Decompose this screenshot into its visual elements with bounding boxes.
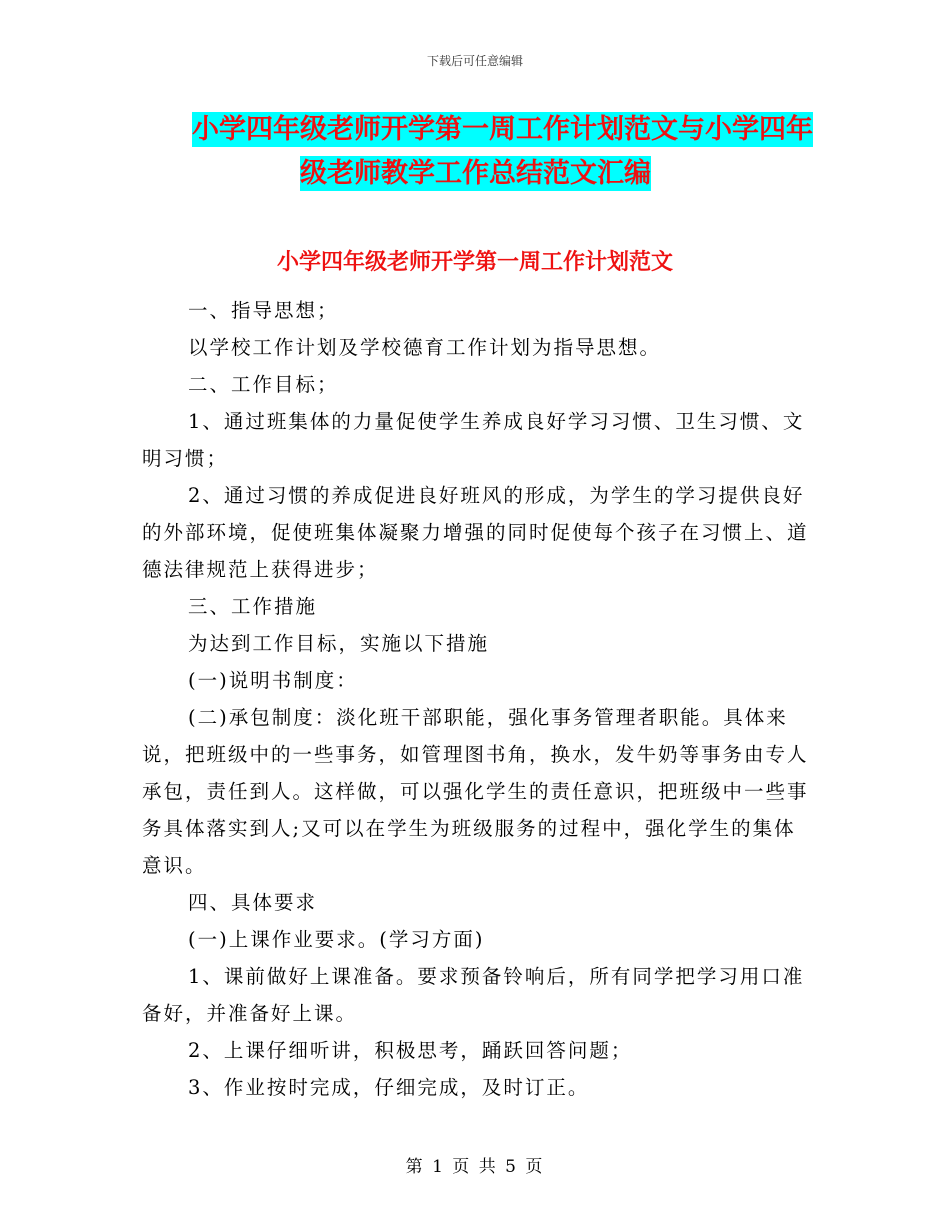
paragraph: 3、作业按时完成，仔细完成，及时订正。 bbox=[188, 1076, 590, 1099]
paragraph: 三、工作措施 bbox=[188, 595, 318, 618]
paragraph: (一)上课作业要求。(学习方面) bbox=[188, 928, 485, 951]
paragraph: (二)承包制度：淡化班干部职能，强化事务管理者职能。具体来说，把班级中的一些事务，如管理图书角，换水，发牛奶等事务由专人承包，责任到人。这样做，可以强化学生的责任意识，把班级中一些事务具体落实到人;又可以在学生为班级服务的过程中，强化学生的集体意识。 bbox=[142, 706, 809, 877]
paragraph: 以学校工作计划及学校德育工作计划为指导思想。 bbox=[188, 336, 662, 359]
paragraph: (一)说明书制度： bbox=[188, 669, 358, 692]
paragraph: 2、上课仔细听讲，积极思考，踊跃回答问题； bbox=[188, 1039, 633, 1062]
paragraph: 一、指导思想； bbox=[188, 299, 339, 322]
paragraph: 四、具体要求 bbox=[188, 891, 318, 914]
page-footer: 第 1 页 共 5 页 bbox=[405, 1157, 545, 1177]
title-line-1: 小学四年级老师开学第一周工作计划范文与小学四年 bbox=[192, 114, 813, 145]
paragraph: 1、通过班集体的力量促使学生养成良好学习习惯、卫生习惯、文明习惯； bbox=[142, 410, 805, 470]
paragraph: 2、通过习惯的养成促进良好班风的形成，为学生的学习提供良好的外部环境，促使班集体凝聚力增强的同时促使每个孩子在习惯上、道德法律规范上获得进步； bbox=[142, 484, 809, 581]
page-header: 下载后可任意编辑 bbox=[426, 54, 523, 68]
title-line-2: 级老师教学工作总结范文汇编 bbox=[300, 158, 651, 189]
document-title bbox=[192, 108, 812, 196]
section-title: 小学四年级老师开学第一周工作计划范文 bbox=[276, 250, 673, 275]
paragraph: 为达到工作目标，实施以下措施 bbox=[188, 632, 490, 655]
document-body bbox=[142, 292, 810, 1106]
paragraph: 二、工作目标； bbox=[188, 373, 339, 396]
paragraph: 1、课前做好上课准备。要求预备铃响后，所有同学把学习用口准备好，并准备好上课。 bbox=[142, 965, 805, 1025]
